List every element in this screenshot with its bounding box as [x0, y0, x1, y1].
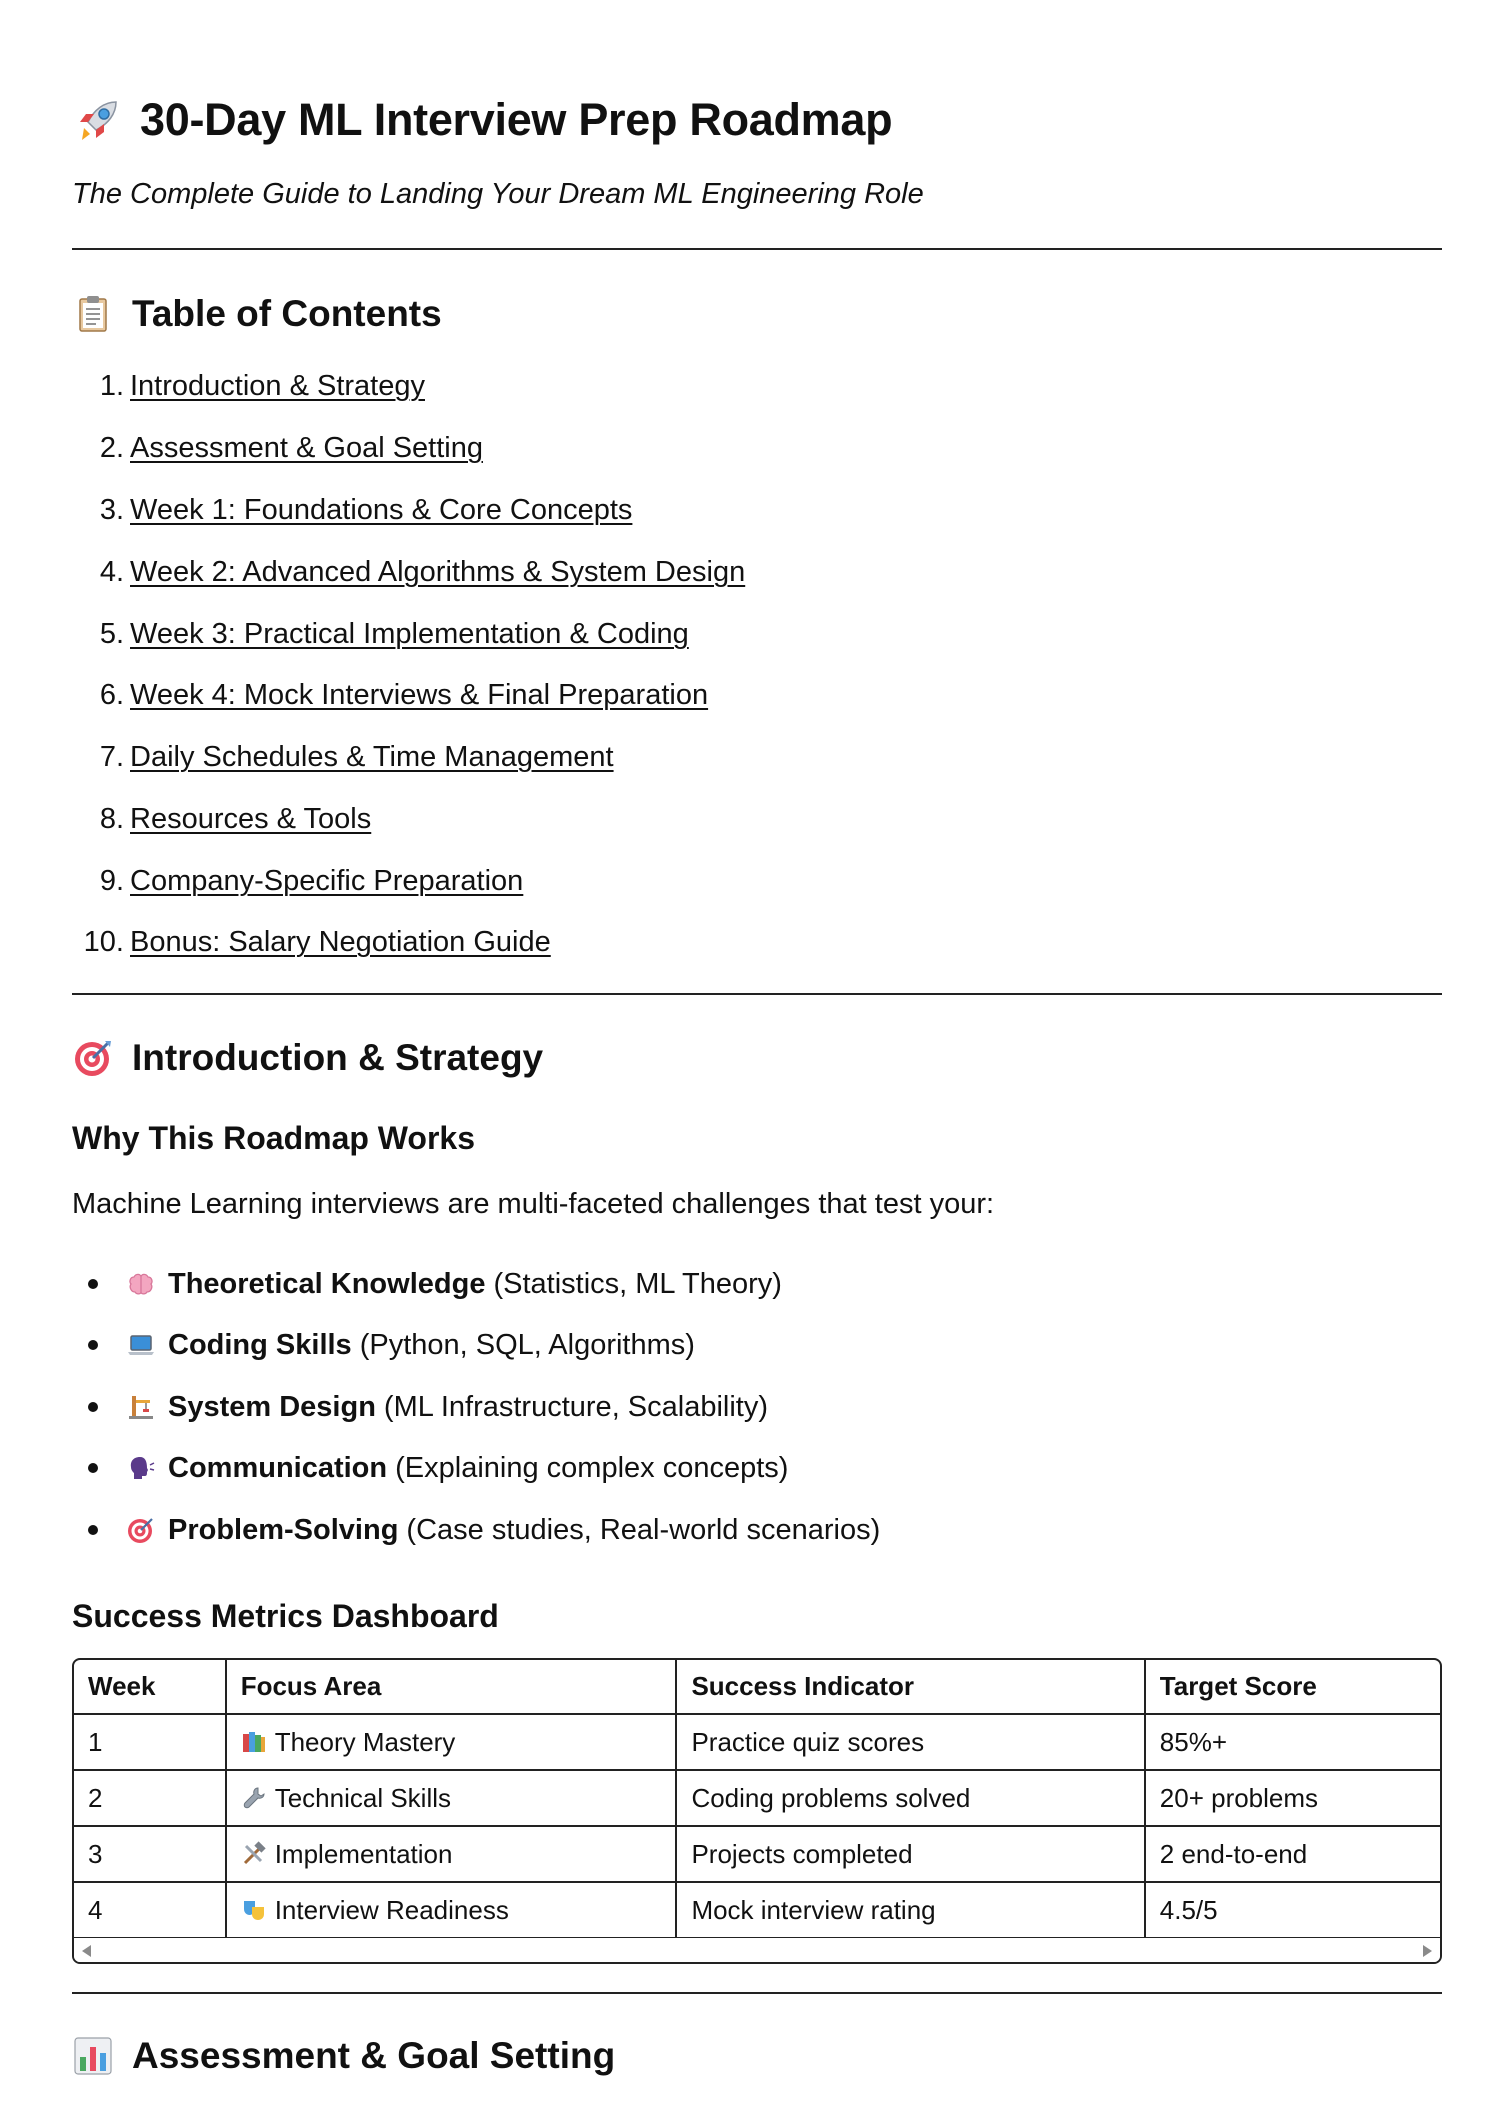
- intro-heading: [72, 1030, 543, 1086]
- toc-link-week3[interactable]: Week 3: Practical Implementation & Coding: [130, 618, 689, 650]
- focus-label: Theory Mastery: [274, 1726, 456, 1757]
- toc-item: [78, 737, 614, 777]
- table-row: [74, 1770, 1440, 1826]
- table-row: [74, 1826, 1440, 1882]
- bar-chart-icon: [72, 2035, 114, 2077]
- table-row: [74, 1714, 1440, 1770]
- target-icon: [126, 1515, 156, 1545]
- clipboard-icon: [72, 293, 114, 335]
- toc-link-week2[interactable]: Week 2: Advanced Algorithms & System Design: [130, 556, 746, 588]
- toc-link-daily-schedules[interactable]: Daily Schedules & Time Management: [130, 741, 614, 773]
- bullet-bold: Communication: [168, 1451, 388, 1484]
- toc-number: 9.: [99, 865, 124, 897]
- bullet-bold: Coding Skills: [168, 1328, 352, 1361]
- bullet-dot: [88, 1340, 98, 1350]
- page-title: 30-Day ML Interview Prep Roadmap: [140, 94, 893, 145]
- bullet-dot: [88, 1402, 98, 1412]
- bullet-bold: System Design: [168, 1390, 376, 1423]
- cell-success-indicator: Projects completed: [676, 1826, 1144, 1882]
- bullet-dot: [88, 1279, 98, 1289]
- brain-icon: [126, 1269, 156, 1299]
- cell-week: 4: [74, 1882, 226, 1938]
- table-row: [74, 1882, 1440, 1938]
- toc-item: [78, 614, 689, 654]
- cell-target-score: 85%+: [1145, 1714, 1440, 1770]
- toc-number: 2.: [99, 432, 124, 464]
- column-header-week: Week: [74, 1660, 226, 1714]
- focus-label: Interview Readiness: [274, 1894, 509, 1925]
- target-icon: [72, 1037, 114, 1079]
- bullet-text: (Case studies, Real-world scenarios): [406, 1513, 881, 1546]
- cell-focus-area: [226, 1826, 677, 1882]
- toc-link-resources[interactable]: Resources & Tools: [130, 803, 372, 835]
- speaking-head-icon: [126, 1453, 156, 1483]
- list-item: [88, 1262, 782, 1306]
- column-header-target-score: Target Score: [1145, 1660, 1440, 1714]
- bullet-text: (Explaining complex concepts): [395, 1451, 789, 1484]
- bullet-text: (ML Infrastructure, Scalability): [383, 1390, 769, 1423]
- column-header-focus-area: Focus Area: [226, 1660, 677, 1714]
- divider: [72, 993, 1442, 995]
- bullet-text: (Python, SQL, Algorithms): [359, 1328, 695, 1361]
- toc-heading-text: Table of Contents: [132, 293, 442, 334]
- rocket-icon: [72, 94, 124, 146]
- theater-masks-icon: [241, 1897, 267, 1923]
- toc-item: [78, 675, 708, 715]
- bullet-text: (Statistics, ML Theory): [493, 1267, 782, 1300]
- books-icon: [241, 1729, 267, 1755]
- bullet-dot: [88, 1525, 98, 1535]
- list-item: [88, 1446, 788, 1490]
- bullet-bold: Problem-Solving: [168, 1513, 399, 1546]
- bullet-dot: [88, 1463, 98, 1473]
- toc-item: [78, 428, 483, 468]
- focus-label: Implementation: [274, 1838, 453, 1869]
- divider: [72, 248, 1442, 250]
- cell-target-score: 2 end-to-end: [1145, 1826, 1440, 1882]
- cell-week: 1: [74, 1714, 226, 1770]
- wrench-icon: [241, 1785, 267, 1811]
- column-header-success-indicator: Success Indicator: [676, 1660, 1144, 1714]
- page-title-row: [72, 84, 892, 156]
- toc-item: [78, 366, 425, 406]
- toc-link-salary-negotiation[interactable]: Bonus: Salary Negotiation Guide: [130, 926, 551, 958]
- intro-lead: Machine Learning interviews are multi-faceted challenges that test your:: [72, 1188, 995, 1220]
- bullet-bold: Theoretical Knowledge: [168, 1267, 486, 1300]
- toc-link-company-specific[interactable]: Company-Specific Preparation: [130, 865, 524, 897]
- divider: [72, 1992, 1442, 1994]
- cell-week: 3: [74, 1826, 226, 1882]
- horizontal-scrollbar[interactable]: [74, 1938, 1440, 1962]
- toc-number: 1.: [99, 370, 124, 402]
- list-item: [88, 1323, 695, 1367]
- cell-success-indicator: Mock interview rating: [676, 1882, 1144, 1938]
- assessment-heading: [72, 2028, 615, 2084]
- toc-link-week1[interactable]: Week 1: Foundations & Core Concepts: [130, 494, 633, 526]
- toc-item: [78, 552, 745, 592]
- toc-item: [78, 922, 551, 962]
- cell-success-indicator: Practice quiz scores: [676, 1714, 1144, 1770]
- toc-link-introduction[interactable]: Introduction & Strategy: [130, 370, 425, 402]
- focus-label: Technical Skills: [274, 1782, 451, 1813]
- cell-success-indicator: Coding problems solved: [676, 1770, 1144, 1826]
- toc-item: [78, 490, 632, 530]
- list-item: [88, 1385, 768, 1429]
- toc-item: [78, 861, 523, 901]
- assessment-heading-text: Assessment & Goal Setting: [132, 2035, 616, 2076]
- table-header-row: [74, 1660, 1440, 1714]
- cell-focus-area: [226, 1770, 677, 1826]
- metrics-heading: Success Metrics Dashboard: [72, 1598, 499, 1634]
- toc-number: 8.: [99, 803, 124, 835]
- cell-focus-area: [226, 1882, 677, 1938]
- cell-week: 2: [74, 1770, 226, 1826]
- why-heading: Why This Roadmap Works: [72, 1120, 476, 1156]
- hammer-wrench-icon: [241, 1841, 267, 1867]
- cell-focus-area: [226, 1714, 677, 1770]
- toc-number: 4.: [99, 556, 124, 588]
- scroll-left-arrow-icon[interactable]: [82, 1945, 91, 1957]
- intro-heading-text: Introduction & Strategy: [132, 1037, 544, 1078]
- scroll-right-arrow-icon[interactable]: [1423, 1945, 1432, 1957]
- cell-target-score: 4.5/5: [1145, 1882, 1440, 1938]
- toc-item: [78, 799, 371, 839]
- laptop-icon: [126, 1330, 156, 1360]
- metrics-table: [74, 1660, 1440, 1939]
- toc-link-assessment[interactable]: Assessment & Goal Setting: [130, 432, 483, 464]
- toc-number: 7.: [99, 741, 124, 773]
- toc-number: 3.: [99, 494, 124, 526]
- metrics-table-container: [72, 1658, 1442, 1964]
- page-subtitle: The Complete Guide to Landing Your Dream ML Engineering Role: [72, 178, 924, 210]
- cell-target-score: 20+ problems: [1145, 1770, 1440, 1826]
- toc-number: 6.: [99, 679, 124, 711]
- toc-heading: [72, 286, 442, 342]
- toc-link-week4[interactable]: Week 4: Mock Interviews & Final Preparation: [130, 679, 709, 711]
- toc-number: 10.: [83, 926, 124, 958]
- list-item: [88, 1508, 880, 1552]
- construction-icon: [126, 1392, 156, 1422]
- toc-number: 5.: [99, 618, 124, 650]
